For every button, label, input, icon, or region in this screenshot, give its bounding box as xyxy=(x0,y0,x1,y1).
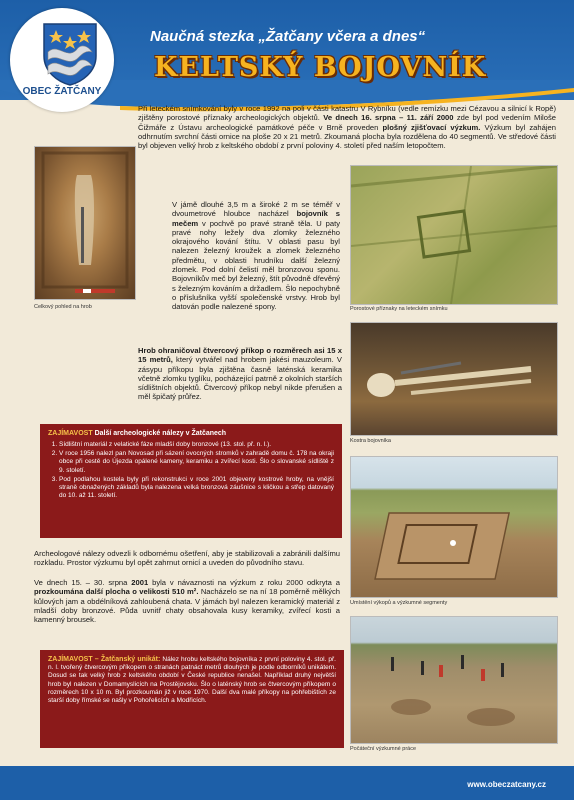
municipality-logo xyxy=(10,8,114,112)
box-label: ZAJÍMAVOST xyxy=(48,430,93,437)
box-title: Další archeologické nálezy v Žatčanech xyxy=(94,430,227,437)
caption-segments: Umístění výkopů a výzkumné segmenty xyxy=(350,600,448,606)
grave-photo xyxy=(34,146,136,300)
interesting-box-finds xyxy=(40,424,342,538)
paragraph-2001: Ve dnech 15. – 30. srpna 2001 byla v návaznosti na výzkum z roku 2000 odkryta a prozkoumána další plocha o velikosti 510 m². Nacházelo se na ní 18 poměrně mělkých kůlových jam a obdélníková zahloubená chata. V jámách byl nalezen keramický materiál z mladší doby bronzové. Půda uvnitř chaty obsahovala kusy keramiky, zvířecí kosti a kamenný brousek. xyxy=(34,578,340,625)
list-item: 2. V roce 1956 nalezl pan Novosad při sázení ovocných stromků v zahradě domu č. 178 na okraji obce při cestě do Újezda opálené kameny, keramiku a zvířecí kosti. Šlo o slovanské sídliště z 9. století. xyxy=(59,450,334,475)
footer-band xyxy=(0,766,574,800)
box-label: ZAJÍMAVOST – Žatčanský unikát: xyxy=(48,656,161,663)
finds-list xyxy=(48,441,334,500)
paragraph-intro: Při leteckém snímkování byly v roce 1992 na poli v části katastru V Rybníku (vedle remízku mezi Cézavou a silnicí k Ropě) zjištěny porostové příznaky archeologických objektů. Ve dnech 16. srpna – 11. září 2000 zde byl pod vedením Miloše Čižmáře z Ústavu archeologické památkové péče v Brně proveden plošný zjišťovací výzkum. Výzkum byl zahájen odhrnutím svrchní části ornice na ploše 20 x 21 metrů. Zkoumaná plocha byla rozdělena do 40 segmentů. Ve středové části byl objeven velký hrob z keltského období z první poloviny 4. století před naším letopočtem. xyxy=(138,104,556,151)
segments-photo xyxy=(350,456,558,598)
skeleton-photo xyxy=(350,322,558,436)
box-text: Nález hrobu keltského bojovníka z první poloviny 4. stol. př. n. l. tvořený čtvercovým příkopem o stranách patnáct metrů dlouhých je podle odborníků unikátem. Dosud se tak velký hrob z keltského období v České republice nenašel. Například druhý největší hrob byl nalezen v Domamyslicích na Prostějovsku. Šlo o laténský hrob se čtvercovým příkopem o rozměrech 10 x 10 m. Byl prozkoumán již v roce 1970. Další dva malé příkopy na pohřebištích ze starší doby římské se našly v Pohořelicích a Modřicích. xyxy=(48,656,336,705)
year-2001: 2001 xyxy=(131,578,149,587)
page-title: KELTSKÝ BOJOVNÍK xyxy=(154,52,487,83)
ditch-size: Hrob ohraničoval čtvercový příkop o rozměrech asi 15 x 15 metrů, xyxy=(138,346,342,365)
work-photo xyxy=(350,616,558,744)
caption-work: Počáteční výzkumné práce xyxy=(350,746,417,752)
coat-of-arms-icon xyxy=(42,22,98,86)
list-item: 3. Pod podlahou kostela byly při rekonstrukci v roce 2001 objeveny kostrové hroby, na vnější straně obnažených základů byla nalezena velká bronzová záušnice s kličkou a střep datovaný do 10. až 11. století. xyxy=(59,476,334,501)
research-dates: Ve dnech 16. srpna – 11. září 2000 xyxy=(323,113,454,123)
paragraph-warrior: V jámě dlouhé 3,5 m a široké 2 m se téměř v dvoumetrové hloubce nacházel bojovník s mečem v pochvě po pravé straně těla. U paty pravé nohy ležely dva zlomky železného okrajového kování štítu. V oblasti pasu byl nalezen železný kroužek a zlomek železného předmětu, v oblasti hrudníku další železný zlomek. Pod dolní čelistí měl bronzovou sponu. Bojovníkův meč byl železný, štít původně dřevěný s železným kováním a držadlem. Šlo nepochybně o příslušníka vyšší společenské vrstvy. Hrob byl datován podle nalezené spony. xyxy=(172,200,340,312)
municipality-name: OBEC ŽATČANY xyxy=(22,86,102,97)
caption-grave: Celkový pohled na hrob xyxy=(34,304,92,310)
paragraph-conservation: Archeologové nálezy odvezli k odbornému ošetření, aby je stabilizovali a zabránili dalšímu rozkladu. Prostor výzkumu byl opět zahrnut ornicí a uveden do původního stavu. xyxy=(34,549,340,568)
list-item: 1. Sídlištní materiál z velatické fáze mladší doby bronzové (13. stol. př. n. l.). xyxy=(59,441,334,449)
website-link[interactable]: www.obeczatcany.cz xyxy=(467,780,546,789)
caption-aerial: Porostové příznaky na leteckém snímku xyxy=(350,306,448,312)
area-size: prozkoumána další plocha o velikosti 510 m². xyxy=(34,587,199,597)
warrior-sword: bojovník s mečem xyxy=(172,209,340,228)
interesting-box-unique xyxy=(40,650,344,748)
caption-skeleton: Kostra bojovníka xyxy=(350,438,391,444)
research-type: plošný zjišťovací výzkum. xyxy=(382,122,481,132)
aerial-photo xyxy=(350,165,558,305)
paragraph-ditch: Hrob ohraničoval čtvercový příkop o rozměrech asi 15 x 15 metrů, který vytvářel nad hrobem jakési mauzoleum. V zásypu příkopu byla zjištěna časně laténská keramika včetně zlomku tyglíku, pocházející patrně z okolních starších sídlištních objektů. Čtvercový příkop nebyl nikde přerušen a měl špičatý průřez. xyxy=(138,346,342,402)
trail-subtitle: Naučná stezka „Žatčany včera a dnes“ xyxy=(150,28,426,45)
